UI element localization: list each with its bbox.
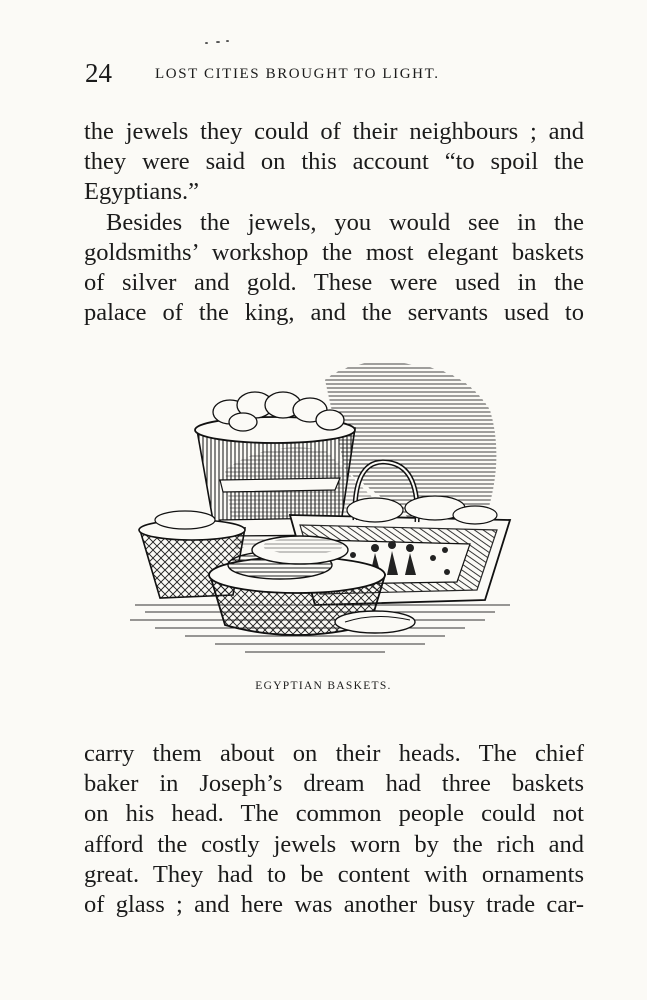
egyptian-baskets-engraving [125, 350, 520, 670]
print-speck [226, 40, 229, 42]
text-line: palace of the king, and the servants used to [84, 299, 584, 327]
text-line: baker in Joseph’s dream had three baskets [84, 770, 584, 798]
text-line: carry them about on their heads. The chief [84, 740, 584, 767]
running-title: LOST CITIES BROUGHT TO LIGHT. [155, 66, 440, 82]
body-text-bottom [84, 739, 584, 920]
print-speck [205, 42, 208, 44]
text-line: Egyptians.” [84, 178, 199, 206]
text-line: of glass ; and here was another busy trade car- [84, 890, 584, 918]
page-header [85, 58, 585, 92]
text-line: of silver and gold. These were used in the [84, 268, 584, 296]
print-speck [216, 41, 220, 43]
text-line: Besides the jewels, you would see in the [106, 208, 584, 236]
text-line: great. They had to be content with ornaments [84, 860, 584, 888]
text-line: afford the costly jewels worn by the rich and [84, 830, 584, 858]
text-line: they were said on this account “to spoil the [84, 148, 584, 176]
body-text-top [84, 117, 584, 328]
text-line: goldsmiths’ workshop the most elegant baskets [84, 238, 584, 266]
page-number: 24 [85, 58, 112, 88]
text-line: on his head. The common people could not [84, 800, 584, 828]
text-line: the jewels they could of their neighbours ; and [84, 118, 584, 145]
illustration-caption: EGYPTIAN BASKETS. [255, 680, 392, 692]
